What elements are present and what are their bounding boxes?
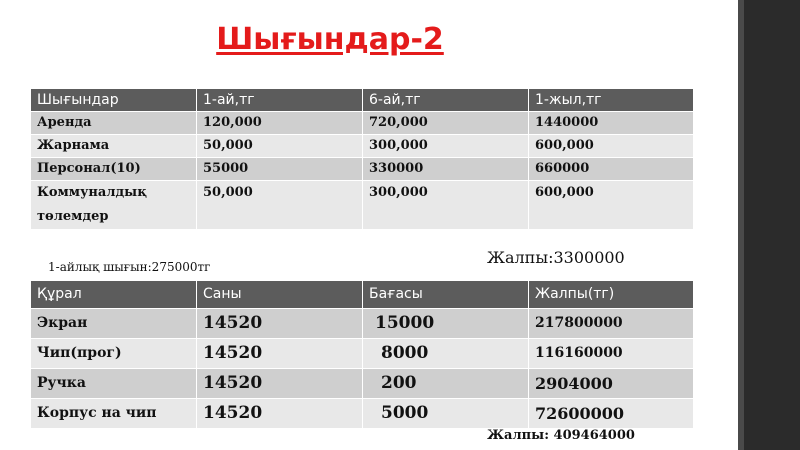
table-row — [31, 339, 694, 369]
table-cell: 217800000 — [529, 309, 694, 339]
table-cell: 300,000 — [363, 135, 529, 158]
table-row — [31, 369, 694, 399]
right-dark-strip — [738, 0, 800, 450]
table-cell: 1440000 — [529, 112, 694, 135]
table-cell: 660000 — [529, 158, 694, 181]
table-cell: Аренда — [31, 112, 197, 135]
table-cell: 116160000 — [529, 339, 694, 369]
table-row — [31, 112, 694, 135]
table-row — [31, 135, 694, 158]
tools-table — [30, 280, 694, 429]
table-cell: Чип(прог) — [31, 339, 197, 369]
expenses-table — [30, 88, 694, 230]
expenses-header-cell: Шығындар — [31, 89, 197, 112]
table-row — [31, 158, 694, 181]
tools-header-cell: Бағасы — [363, 281, 529, 309]
tools-header-row — [31, 281, 694, 309]
table-cell: 2904000 — [529, 369, 694, 399]
expenses-header-row — [31, 89, 694, 112]
table-cell: 330000 — [363, 158, 529, 181]
slide-title: Шығындар-2 — [216, 22, 444, 57]
table-cell: Экран — [31, 309, 197, 339]
table-cell: 72600000 — [529, 399, 694, 429]
tools-total: Жалпы: 409464000 — [487, 428, 635, 443]
table-row — [31, 181, 694, 230]
table-row — [31, 309, 694, 339]
table-cell: 14520 — [197, 309, 363, 339]
tools-header-cell: Саны — [197, 281, 363, 309]
table-cell: Жарнама — [31, 135, 197, 158]
monthly-expense-note: 1-айлық шығын:275000тг — [48, 260, 211, 274]
table-cell: 15000 — [363, 309, 529, 339]
table-cell: 14520 — [197, 339, 363, 369]
tools-header-cell: Жалпы(тг) — [529, 281, 694, 309]
expenses-header-cell: 1-ай,тг — [197, 89, 363, 112]
table-cell: 50,000 — [197, 181, 363, 230]
table-cell: Коммуналдық төлемдер — [31, 181, 197, 230]
table-cell: Персонал(10) — [31, 158, 197, 181]
table-cell: 300,000 — [363, 181, 529, 230]
table-cell: 120,000 — [197, 112, 363, 135]
table-cell: 600,000 — [529, 181, 694, 230]
table-cell: 50,000 — [197, 135, 363, 158]
table-cell: Корпус на чип — [31, 399, 197, 429]
strip-edge — [738, 0, 744, 450]
table-cell: 600,000 — [529, 135, 694, 158]
table-cell: Ручка — [31, 369, 197, 399]
expenses-total: Жалпы:3300000 — [487, 248, 625, 267]
table-cell: 14520 — [197, 369, 363, 399]
table-cell: 14520 — [197, 399, 363, 429]
expenses-header-cell: 1-жыл,тг — [529, 89, 694, 112]
table-cell: 8000 — [363, 339, 529, 369]
table-cell: 720,000 — [363, 112, 529, 135]
tools-header-cell: Құрал — [31, 281, 197, 309]
table-cell: 5000 — [363, 399, 529, 429]
table-cell: 200 — [363, 369, 529, 399]
table-row — [31, 399, 694, 429]
table-cell: 55000 — [197, 158, 363, 181]
expenses-header-cell: 6-ай,тг — [363, 89, 529, 112]
